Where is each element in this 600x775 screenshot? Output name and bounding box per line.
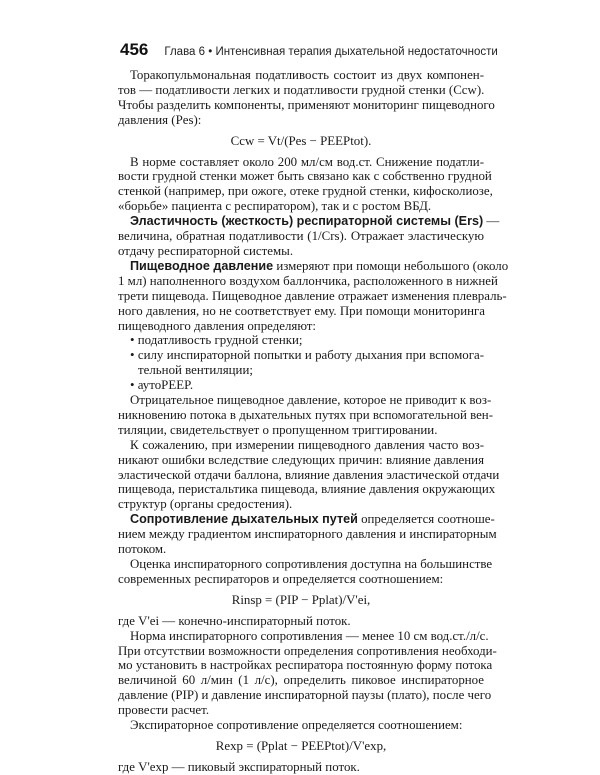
text-line: современных респираторов и определяется соотношением: xyxy=(118,571,444,586)
text-line: Эластичность (жесткость) респираторной системы (Ers) — xyxy=(130,214,500,229)
text-line: ного давления, но не соответствует ему. При помощи мониторинга xyxy=(118,303,486,318)
text-line: вости грудной стенки может быть связано как с собственно грудной xyxy=(118,169,492,184)
text-line: потоком. xyxy=(118,542,167,557)
text-line: мо установить в настройках респиратора постоянную форму потока xyxy=(118,658,493,673)
text-line: величина, обратная податливости (1/Crs). Отражает эластическую xyxy=(118,229,484,244)
formula-rinsp: Rinsp = (PIP − Pplat)/V'ei, xyxy=(231,592,371,607)
term-airway-resistance: Сопротивление дыхательных путей xyxy=(130,512,358,527)
text-line: «борьбе» пациента с респиратором), так и с ростом ВБД. xyxy=(118,199,432,214)
text-line: трети пищевода. Пищеводное давление отражает изменения плевраль- xyxy=(118,288,507,303)
bullet-item-continuation: тельной вентиляции; xyxy=(138,363,253,378)
text-line: никновению потока в дыхательных путях при вспомогательной вен- xyxy=(118,407,493,422)
term-esophageal-pressure: Пищеводное давление xyxy=(130,258,274,273)
text-line: Сопротивление дыхательных путей определяется соотноше- xyxy=(130,512,495,527)
bullet-item: • силу инспираторной попытки и работу дыхания при вспомога- xyxy=(130,348,484,363)
text-line: где V'ei — конечно-инспираторный поток. xyxy=(118,613,351,628)
bullet-item: • аутоPEEP. xyxy=(130,378,194,393)
text-line: Экспираторное сопротивление определяется соотношением: xyxy=(130,718,463,733)
text-line: тиляции, свидетельствует о пропущенном триггировании. xyxy=(118,422,438,437)
text-line: Отрицательное пищеводное давление, которое не приводит к воз- xyxy=(130,393,492,408)
text-line: где V'exp — пиковый экспираторный поток. xyxy=(118,759,360,774)
text-line: Пищеводное давление измеряют при помощи небольшого (около xyxy=(130,258,509,273)
running-title: Глава 6 • Интенсивная терапия дыхательной недостаточности xyxy=(164,46,498,58)
page-number: 456 xyxy=(120,40,149,59)
text-line: никают ошибки вследствие следующих причин: влияние давления xyxy=(118,452,484,467)
text-line: отдачу респираторной системы. xyxy=(118,243,294,258)
text-line: давление (PIP) и давление инспираторной паузы (плато), после чего xyxy=(118,688,492,703)
bullet-item: • податливость грудной стенки; xyxy=(130,333,303,348)
running-header xyxy=(120,40,520,60)
text-line: Торакопульмональная податливость состоит из двух компонен- xyxy=(130,68,484,82)
text-line: тов — податливости легких и податливости грудной стенки (Ccw). xyxy=(118,82,485,97)
text-line: Оценка инспираторного сопротивления доступна на большинстве xyxy=(130,557,493,571)
text-line: пищевода, перистальтика пищевода, влияние давления окружающих xyxy=(118,482,496,497)
text-line: нием между градиентом инспираторного давления и инспираторным xyxy=(118,527,497,542)
formula-rexp: Rexp = (Pplat − PEEPtot)/V'exp, xyxy=(215,738,387,753)
body-text xyxy=(118,68,509,775)
text-line: К сожалению, при измерении пищеводного давления часто воз- xyxy=(130,437,484,452)
text-line: стенкой (например, при ожоге, отеке грудной стенки, кифосколиозе, xyxy=(118,184,493,199)
text-line: В норме составляет около 200 мл/см вод.ст. Снижение податли- xyxy=(130,154,484,169)
text-line: 1 мл) наполненного воздухом баллончика, расположенного в нижней xyxy=(118,273,498,288)
text-line: давления (Pes): xyxy=(118,112,202,127)
text-line: пищеводного давления определяют: xyxy=(118,318,317,333)
text-line: Норма инспираторного сопротивления — менее 10 см вод.ст./л/с. xyxy=(130,628,489,643)
text-line: величиной 60 л/мин (1 л/с), определить пиковое инспираторное xyxy=(118,673,484,688)
term-elasticity: Эластичность (жесткость) респираторной системы (Ers) xyxy=(130,214,484,229)
text-line: эластической отдачи баллона, влияние давления эластической отдачи xyxy=(118,467,500,482)
text-line: При отсутствии возможности определения сопротивления необходи- xyxy=(118,643,497,658)
text-line: провести расчет. xyxy=(118,703,210,718)
formula-ccw: Ccw = Vt/(Pes − PEEPtot). xyxy=(230,133,372,148)
text-line: структур (органы средостения). xyxy=(118,497,293,512)
text-line: Чтобы разделить компоненты, применяют мониторинг пищеводного xyxy=(118,97,495,112)
